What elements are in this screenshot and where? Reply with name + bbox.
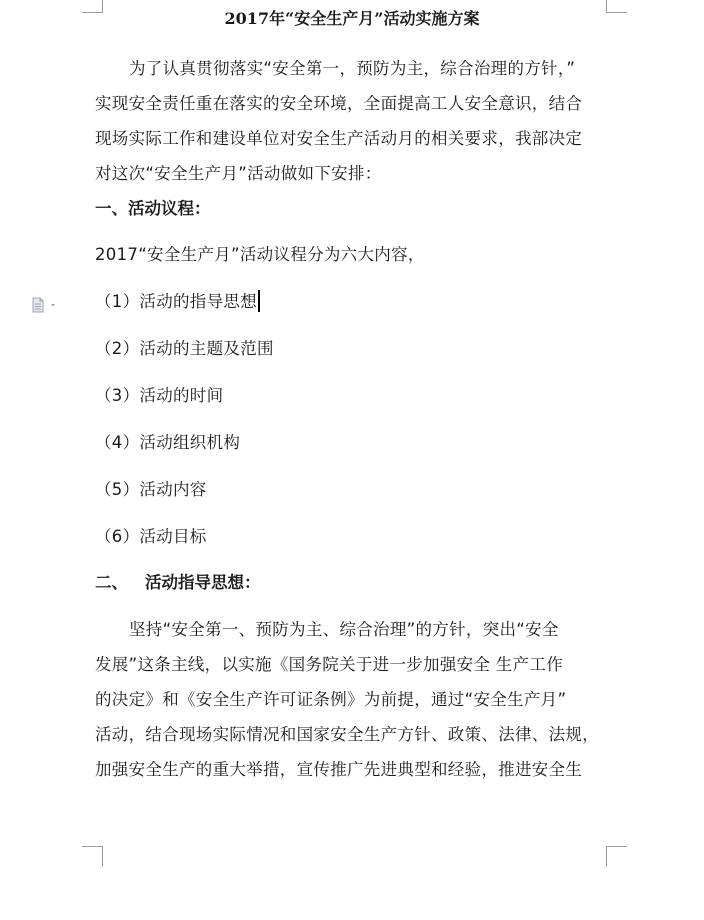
agenda-intro[interactable]: 2017“安全生产月”活动议程分为六大内容， <box>95 245 425 264</box>
guiding-ideology-paragraph[interactable] <box>95 612 625 787</box>
crop-mark-bottom-right <box>606 846 627 867</box>
agenda-item[interactable]: （5）活动内容 <box>95 480 207 499</box>
intro-paragraph[interactable] <box>95 51 625 191</box>
body-line: 的决定》和《安全生产许可证条例》为前提，通过“安全生产月” <box>95 690 567 709</box>
text-cursor <box>258 290 260 312</box>
paragraph-options-icon[interactable] <box>32 297 60 313</box>
intro-line: 实现安全责任重在落实的安全环境，全面提高工人安全意识，结合 <box>95 94 583 113</box>
intro-line: 为了认真贯彻落实“安全第一，预防为主，综合治理的方针，” <box>129 59 576 78</box>
agenda-item[interactable]: （1）活动的指导思想 <box>95 290 260 314</box>
body-line: 坚持“安全第一、预防为主、综合治理”的方针，突出“安全 <box>129 620 559 639</box>
agenda-item[interactable]: （2）活动的主题及范围 <box>95 339 274 358</box>
section-heading-agenda[interactable]: 一、活动议程： <box>95 199 211 218</box>
section-heading-number: 二、 <box>95 573 128 592</box>
body-line: 活动，结合现场实际情况和国家安全生产方针、政策、法律、法规， <box>95 725 599 744</box>
intro-line: 现场实际工作和建设单位对安全生产活动月的相关要求，我部决定 <box>95 129 583 148</box>
section-heading-guiding-ideology[interactable] <box>95 571 261 595</box>
body-line: 发展”这条主线，以实施《国务院关于进一步加强安全 生产工作 <box>95 655 563 674</box>
section-heading-text: 活动指导思想： <box>145 573 261 592</box>
agenda-item[interactable]: （6）活动目标 <box>95 527 207 546</box>
agenda-item[interactable]: （4）活动组织机构 <box>95 433 241 452</box>
body-line: 加强安全生产的重大举措，宣传推广先进典型和经验，推进安全生 <box>95 760 583 779</box>
agenda-item[interactable]: （3）活动的时间 <box>95 386 224 405</box>
crop-mark-bottom-left <box>82 846 103 867</box>
intro-line: 对这次“安全生产月”活动做如下安排： <box>95 164 382 183</box>
document-title[interactable]: 2017年“安全生产月”活动实施方案 <box>224 9 480 28</box>
